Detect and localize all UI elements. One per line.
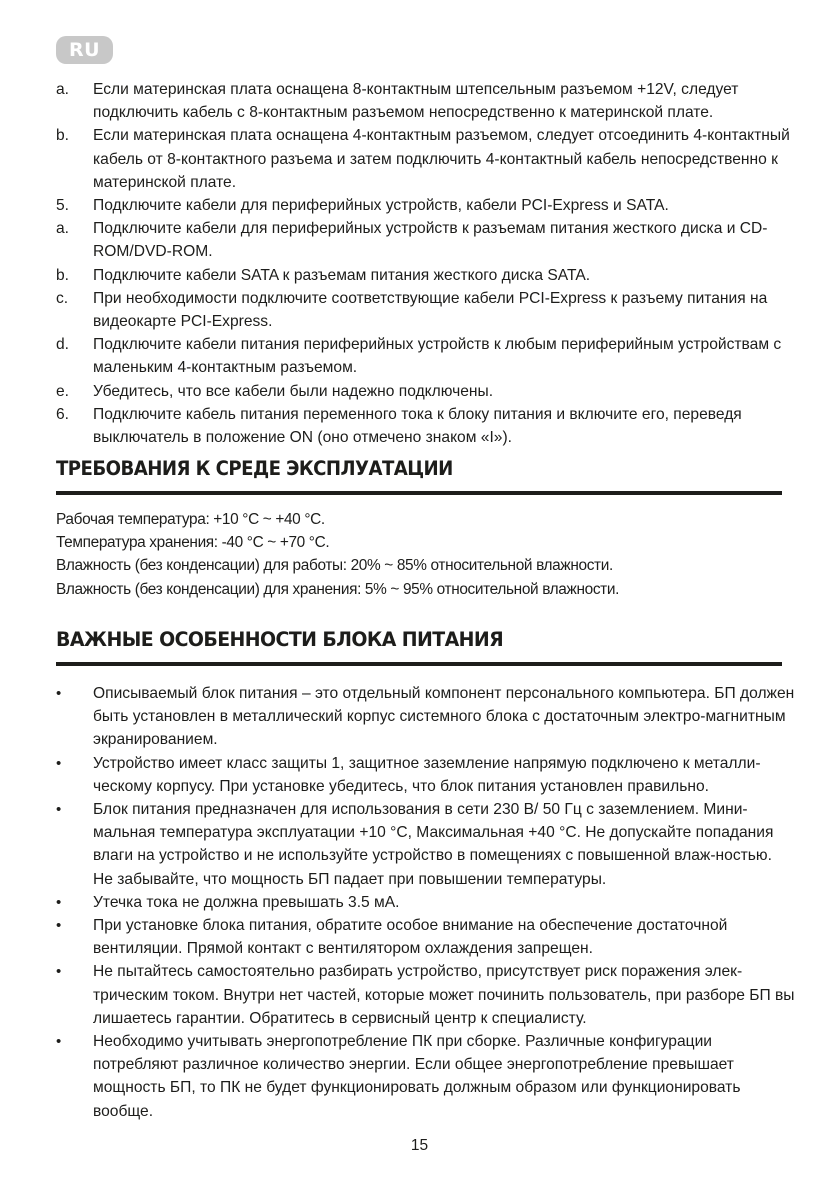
list-marker: a. [56,81,70,98]
list-item [56,891,796,914]
list-item [56,403,796,449]
list-item-text: Блок питания предназначен для использования в сети 230 В/ 50 Гц с заземлением. Мини-мальная температура эксплуатации +10 °C, Максимальная +40 °C. Не допускайте попадания влаги на устройство и не используйте устройство в помещениях с повышенной влаж-ностью. Не забывайте, что мощность БП падает при повышении температуры. [93,801,774,888]
list-item [56,287,796,333]
list-item [56,194,796,217]
bullet-icon: • [56,963,62,981]
list-item-text: При необходимости подключите соответствующие кабели PCI-Express к разъему питания на видеокарте PCI-Express. [93,289,768,331]
operating-temperature: Рабочая температура: +10 °C ~ +40 °C. [56,511,325,528]
operating-humidity: Влажность (без конденсации) для работы: 20% ~ 85% относительной влажности. [56,557,613,575]
list-item [56,682,796,752]
list-item-text: Подключите кабели для периферийных устройств к разъемам питания жесткого диска и CD-ROM/DVD-ROM. [93,220,768,261]
features-section-title: ВАЖНЫЕ ОСОБЕННОСТИ БЛОКА ПИТАНИЯ [56,628,504,651]
list-item [56,960,796,1030]
list-item [56,217,796,263]
bullet-icon: • [56,685,62,702]
list-item-text: Подключите кабели питания периферийных устройств к любым периферийным устройствам с маленьким 4-контактным разъемом. [93,336,782,377]
list-marker: b. [56,127,70,145]
list-item-text: Подключите кабели SATA к разъемам питания жесткого диска SATA. [93,266,591,284]
list-marker: 6. [56,405,70,423]
list-item-text: Убедитесь, что все кабели были надежно подключены. [93,382,494,400]
list-item-text: Утечка тока не должна превышать 3.5 мА. [93,893,400,911]
list-item [56,798,796,891]
list-marker: c. [56,289,69,307]
environment-specs [56,508,796,601]
storage-humidity: Влажность (без конденсации) для хранения: 5% ~ 95% относительной влажности. [56,580,620,598]
list-item [56,333,796,379]
page-number: 15 [410,1137,429,1154]
list-item-text: Если материнская плата оснащена 4-контактным разъемом, следует отсоединить 4-контактный кабель от 8-контактного разъема и затем подключить 4-контактный кабель непосредственно к материнской плате. [93,127,790,191]
list-item-text: Подключите кабели для периферийных устройств, кабели PCI-Express и SATA. [93,197,669,215]
list-marker: e. [56,382,70,400]
list-item [56,752,796,798]
bullet-icon: • [56,893,62,911]
list-item-text: При установке блока питания, обратите особое внимание на обеспечение достаточной вентиляции. Прямой контакт с вентилятором охлаждения запрещен. [93,917,728,958]
bullet-icon: • [56,801,62,819]
list-marker: d. [56,336,70,354]
list-item-text: Если материнская плата оснащена 8-контактным штепсельным разъемом +12V, следует подключить кабель с 8-контактным разъемом непосредственно к материнской плате. [93,81,739,122]
list-marker: 5. [56,197,70,215]
list-item [56,78,796,124]
list-item-text: Не пытайтесь самостоятельно разбирать устройство, присутствует риск поражения элек-трическим током. Внутри нет частей, которые может починить пользователь, при разборе БП вы лишаетесь гарантии. Обратитесь в сервисный центр к специалисту. [93,963,795,1027]
installation-steps-list [56,78,796,449]
list-item [56,124,796,194]
bullet-icon: • [56,1033,62,1051]
bullet-icon: • [56,917,62,935]
language-badge: RU [56,36,113,64]
list-item [56,1030,796,1123]
section-divider [56,662,782,666]
section-divider [56,491,782,495]
list-item-text: Подключите кабель питания переменного тока к блоку питания и включите его, переведя выключатель в положение ON (оно отмечено знаком «I»). [93,405,742,447]
list-item-text: Описываемый блок питания – это отдельный компонент персонального компьютера. БП должен быть установлен в металлический корпус системного блока с достаточным электро-магнитным экранированием. [93,685,795,749]
list-item [56,914,796,960]
list-item [56,264,796,287]
list-marker: a. [56,220,70,238]
environment-section-title: ТРЕБОВАНИЯ К СРЕДЕ ЭКСПЛУАТАЦИИ [56,457,453,480]
list-item-text: Необходимо учитывать энергопотребление ПК при сборке. Различные конфигурации потребляют различное количество энергии. Если общее энергопотребление превышает мощность БП, то ПК не будет функционировать должным образом или функционировать вообще. [93,1033,741,1120]
list-item [56,380,796,403]
list-marker: b. [56,266,70,284]
list-item-text: Устройство имеет класс защиты 1, защитное заземление напрямую подключено к металли-ческому корпусу. При установке убедитесь, что блок питания установлен правильно. [93,754,761,795]
storage-temperature: Температура хранения: -40 °C ~ +70 °C. [56,534,330,552]
bullet-icon: • [56,754,62,772]
features-list [56,682,796,1123]
